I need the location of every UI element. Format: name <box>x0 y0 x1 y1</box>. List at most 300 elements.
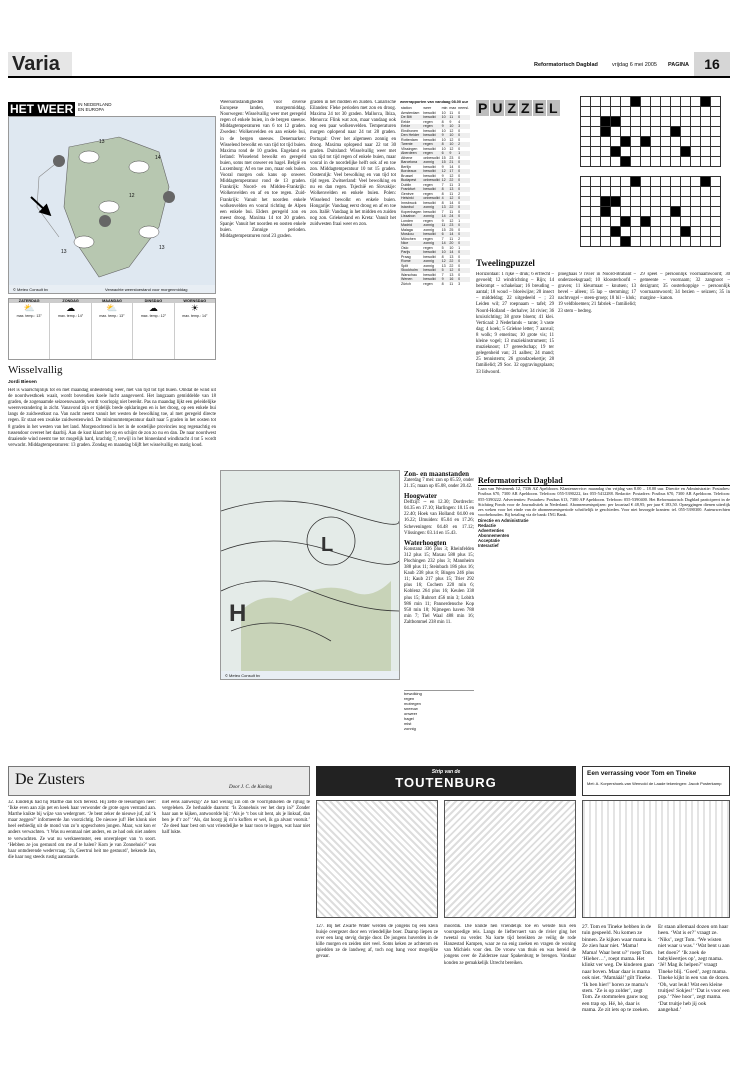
crossword-cell[interactable] <box>581 197 591 207</box>
crossword-cell[interactable] <box>641 97 651 107</box>
map-temp: 13 <box>99 139 105 145</box>
crossword-cell[interactable] <box>661 157 671 167</box>
crossword-cell[interactable] <box>631 147 641 157</box>
table-cell: 0 <box>458 137 461 142</box>
crossword-cell[interactable] <box>661 237 671 247</box>
cloud-icon: ☁ <box>148 303 158 313</box>
forecast-day <box>9 299 50 359</box>
toutenburg-col1: 127. Bij het Zwarte Water werden de jongens bij een klein huisje overgezet door een vriendelijke boer. Daarop liepen ze over een lang stevig dorpje door. De jongens huverden in de kille morgen en zeiden niet veel. Soms keken ze achterom en spiedden ze de landweg af, toch nog bang voor mogelijke gevaar. <box>316 924 438 960</box>
crossword-cell[interactable] <box>641 137 651 147</box>
table-cell: 23 <box>449 155 454 160</box>
crossword-cell[interactable] <box>681 197 691 207</box>
crossword-cell[interactable] <box>631 117 641 127</box>
crossword-cell[interactable] <box>681 157 691 167</box>
crossword-cell[interactable] <box>601 197 611 207</box>
crossword-cell[interactable] <box>711 197 721 207</box>
crossword-cell[interactable] <box>641 157 651 167</box>
crossword-cell[interactable] <box>711 217 721 227</box>
crossword-cell[interactable] <box>621 137 631 147</box>
crossword-cell[interactable] <box>611 177 621 187</box>
crossword-cell[interactable] <box>591 197 601 207</box>
crossword-cell[interactable] <box>611 157 621 167</box>
crossword-cell[interactable] <box>661 227 671 237</box>
crossword-cell[interactable] <box>651 147 661 157</box>
crossword-cell[interactable] <box>611 97 621 107</box>
crossword-cell[interactable] <box>651 157 661 167</box>
crossword-cell[interactable] <box>681 187 691 197</box>
crossword-cell[interactable] <box>651 227 661 237</box>
crossword-cell[interactable] <box>601 157 611 167</box>
forecast-temp: max. temp.: 14° <box>182 314 208 318</box>
crossword-cell[interactable] <box>641 197 651 207</box>
legend-item: mist <box>404 721 412 726</box>
crossword-table[interactable] <box>580 96 721 167</box>
europe-pressure-map <box>220 470 400 680</box>
crossword-cell[interactable] <box>621 217 631 227</box>
crossword-cell[interactable] <box>691 177 701 187</box>
crossword-cell[interactable] <box>691 207 701 217</box>
crossword-cell[interactable] <box>621 187 631 197</box>
table-cell: 6 <box>441 151 444 155</box>
crossword-cell[interactable] <box>701 207 711 217</box>
crossword-grid-2[interactable] <box>580 176 721 247</box>
sun-moon-text: Zaterdag 7 mei: zon op 05.59, onder 21.15; maan op 05.08, onder 20.42. <box>404 478 474 490</box>
table-cell: 11 <box>441 223 446 227</box>
crossword-cell[interactable] <box>671 157 681 167</box>
crossword-cell[interactable] <box>611 237 621 247</box>
tom-col1: 27. Tom en Tineke hebben in de tuin gespeeld. Nu komen ze binnen. Ze kijken waar mama is. Ze zien haar niet. ‘Mama! Mama! Waar bent u?’ roept Tom. ‘Hieher…’, roept mama. Het klinkt ver weg. De kinderen gaan naar boven. Maar daar is mama ook niet. ‘Mamááá!’ gilt Tineke. ‘Ik ben hier!’ horen ze mama’s stem. ‘Ze is op zolder’, zegt Tom. Ze stommelen gauw nog een trap op. Hé, hè, daar is mama. Ze zit iets op te zoeken. <box>582 924 654 1014</box>
table-cell: 0 <box>458 232 461 236</box>
zusters-author: Door J. C. de Koning <box>229 785 273 790</box>
crossword-cell[interactable] <box>631 197 641 207</box>
table-cell: Brussel <box>401 173 413 178</box>
crossword-cell[interactable] <box>601 207 611 217</box>
crossword-cell[interactable] <box>591 137 601 147</box>
table-cell: 10 <box>441 137 446 142</box>
crossword-cell[interactable] <box>601 177 611 187</box>
table-cell: zonnig <box>423 214 434 218</box>
crossword-cell[interactable] <box>701 197 711 207</box>
puzzle-clues-2: ploeghaas 9 rivier in Noord-Brabant – onderzoeksgraad; 10 kloosterhoofd – graven; 11 kleurmaat – knutsen; 13 bevel – alleen; 15 lap – stemming; 17 nachtvogel – steen-groep; 18 bil – klok; 19 veldbloemen; 21 fabriek – familielid; 23 stem – bedreg. <box>558 272 636 314</box>
crossword-cell[interactable] <box>691 147 701 157</box>
crossword-cell[interactable] <box>611 117 621 127</box>
table-cell: Zürich <box>401 281 411 286</box>
crossword-cell[interactable] <box>661 217 671 227</box>
crossword-cell[interactable] <box>601 107 611 117</box>
table-cell: zonnig <box>423 259 434 263</box>
crossword-cell[interactable] <box>621 237 631 247</box>
crossword-cell[interactable] <box>671 227 681 237</box>
table-cell: Barcelona <box>401 160 418 164</box>
crossword-cell[interactable] <box>711 97 721 107</box>
crossword-cell[interactable] <box>711 177 721 187</box>
crossword-cell[interactable] <box>651 137 661 147</box>
crossword-cell[interactable] <box>711 227 721 237</box>
zusters-col2: niet eens aanwezig? Ze had weinig zin om de voorrijdskelen de rijtuig te vergeleken. Ze herhaalde daarom: ‘Is Zonnehuis ver het dorp in?’ Zonder haar aan te kijken, antwoordde hij: ‘Als je ‘t bos uit bent, als je linksaf, dan ben je d’r zo!’ ‘Als, dat hoorg jij m’n koffers er wel, ik ga alvast vooruit.’ ‘Ze deed haar best om wat vriendelijke te haar toon te leggen, wat haar niet half lukte. <box>162 800 310 836</box>
table-cell: bewolkt <box>423 277 436 281</box>
crossword-cell[interactable] <box>581 137 591 147</box>
crossword-cell[interactable] <box>691 157 701 167</box>
crossword-cell[interactable] <box>661 97 671 107</box>
crossword-cell[interactable] <box>651 97 661 107</box>
puzzle-logo-letter: U <box>492 100 503 116</box>
crossword-cell[interactable] <box>651 107 661 117</box>
crossword-cell[interactable] <box>661 177 671 187</box>
crossword-cell[interactable] <box>641 117 651 127</box>
crossword-cell[interactable] <box>681 127 691 137</box>
table-cell: 12 <box>449 128 454 133</box>
table-cell: 6 <box>441 232 444 236</box>
forecast-day-name: WOENSDAG <box>175 299 215 303</box>
table-cell: bewolkt <box>423 115 436 119</box>
crossword-cell[interactable] <box>591 147 601 157</box>
table-cell: München <box>401 236 416 241</box>
crossword-cell[interactable] <box>661 207 671 217</box>
crossword-cell[interactable] <box>611 147 621 157</box>
crossword-cell[interactable] <box>671 137 681 147</box>
crossword-cell[interactable] <box>581 117 591 127</box>
crossword-cell[interactable] <box>591 97 601 107</box>
crossword-cell[interactable] <box>671 97 681 107</box>
crossword-cell[interactable] <box>671 207 681 217</box>
table-cell: 0 <box>458 272 461 277</box>
crossword-cell[interactable] <box>601 147 611 157</box>
table-row <box>400 133 470 138</box>
table-cell: 0 <box>458 178 461 182</box>
crossword-cell[interactable] <box>661 187 671 197</box>
crossword-cell[interactable] <box>641 207 651 217</box>
crossword-cell[interactable] <box>581 177 591 187</box>
crossword-cell[interactable] <box>631 97 641 107</box>
crossword-cell[interactable] <box>681 217 691 227</box>
crossword-cell[interactable] <box>621 97 631 107</box>
crossword-cell[interactable] <box>661 147 671 157</box>
crossword-cell[interactable] <box>711 207 721 217</box>
table-cell: Split <box>401 263 408 268</box>
crossword-cell[interactable] <box>631 127 641 137</box>
tom-subtitle: Met: A. Korpershoek-van Wenvold de Laade tekeningen: Jacob Posterkamp <box>587 781 722 786</box>
table-cell: Eelde <box>401 119 411 124</box>
table-cell: 7 <box>441 209 444 214</box>
table-cell: 7 <box>441 236 444 241</box>
crossword-cell[interactable] <box>631 137 641 147</box>
crossword-cell[interactable] <box>641 107 651 117</box>
table-cell: 10 <box>441 146 446 151</box>
crossword-cell[interactable] <box>601 237 611 247</box>
crossword-cell[interactable] <box>691 217 701 227</box>
crossword-cell[interactable] <box>671 217 681 227</box>
table-cell: 0 <box>458 110 461 115</box>
crossword-cell[interactable] <box>671 197 681 207</box>
crossword-cell[interactable] <box>621 207 631 217</box>
svg-text:L: L <box>321 534 334 556</box>
table-cell: 4 <box>458 119 461 124</box>
crossword-cell[interactable] <box>651 187 661 197</box>
crossword-cell[interactable] <box>621 177 631 187</box>
crossword-cell[interactable] <box>591 237 601 247</box>
crossword-cell[interactable] <box>691 117 701 127</box>
crossword-cell[interactable] <box>611 217 621 227</box>
crossword-cell[interactable] <box>621 147 631 157</box>
table-cell: De Bilt <box>401 115 412 119</box>
crossword-cell[interactable] <box>711 127 721 137</box>
table-cell: zonnig <box>423 263 434 268</box>
crossword-cell[interactable] <box>641 177 651 187</box>
crossword-cell[interactable] <box>601 227 611 237</box>
puzzle-title: Tweelingpuzzel <box>476 258 535 268</box>
crossword-cell[interactable] <box>631 237 641 247</box>
crossword-cell[interactable] <box>691 187 701 197</box>
crossword-cell[interactable] <box>701 147 711 157</box>
table-cell: 11 <box>449 115 454 119</box>
crossword-cell[interactable] <box>681 117 691 127</box>
crossword-cell[interactable] <box>661 117 671 127</box>
crossword-cell[interactable] <box>651 207 661 217</box>
crossword-cell[interactable] <box>591 217 601 227</box>
crossword-cell[interactable] <box>621 127 631 137</box>
crossword-cell[interactable] <box>671 237 681 247</box>
crossword-grid-1[interactable] <box>580 96 721 167</box>
crossword-cell[interactable] <box>651 217 661 227</box>
crossword-cell[interactable] <box>651 117 661 127</box>
crossword-cell[interactable] <box>701 107 711 117</box>
crossword-cell[interactable] <box>701 97 711 107</box>
crossword-cell[interactable] <box>601 137 611 147</box>
crossword-cell[interactable] <box>701 217 711 227</box>
crossword-cell[interactable] <box>681 237 691 247</box>
table-cell: 0 <box>458 241 461 245</box>
water-levels-text: Konstanz 336 plus 3; Rheinfelden 312 plus 15; Maxau 588 plus 15; Plochingen 232 plus 3; Mannheim 388 plus 11; Steinbach 186 plus 16; Kaub 238 plus 8; Bingen 246 plus 11; Kaub 217 plus 15; Trier 292 plus 16; Cochem 220 min 6; Koblenz 264 plus 16; Keulen 338 plus 15; Ruhrort 456 min 3; Lobith 986 min 11; Pannerdensche Kop 950 min 18; Nijmegen haven 788 min 7; Tiel Waal 488 min 16; Zaltbommel 238 min 11. <box>404 546 474 625</box>
crossword-cell[interactable] <box>671 147 681 157</box>
crossword-cell[interactable] <box>581 107 591 117</box>
table-cell: 0 <box>458 187 461 191</box>
crossword-cell[interactable] <box>611 207 621 217</box>
crossword-cell[interactable] <box>581 237 591 247</box>
map-credit: © Meteo Consult bv <box>225 673 261 678</box>
crossword-cell[interactable] <box>701 137 711 147</box>
table-cell: 10 <box>449 245 454 250</box>
crossword-cell[interactable] <box>651 237 661 247</box>
crossword-cell[interactable] <box>691 97 701 107</box>
crossword-cell[interactable] <box>591 107 601 117</box>
crossword-cell[interactable] <box>641 187 651 197</box>
table-cell: bewolkt <box>423 254 436 259</box>
crossword-cell[interactable] <box>661 127 671 137</box>
tom-illustration <box>582 800 730 918</box>
crossword-cell[interactable] <box>581 207 591 217</box>
crossword-cell[interactable] <box>701 187 711 197</box>
crossword-cell[interactable] <box>601 127 611 137</box>
crossword-cell[interactable] <box>701 117 711 127</box>
crossword-cell[interactable] <box>621 157 631 167</box>
table-cell: regen <box>423 245 433 250</box>
crossword-cell[interactable] <box>711 137 721 147</box>
crossword-cell[interactable] <box>711 157 721 167</box>
table-cell: 9 <box>441 173 444 178</box>
weather-table-title: weerrapporten van vandaag 08.00 uur <box>400 100 469 104</box>
table-cell: 13 <box>449 254 454 259</box>
crossword-cell[interactable] <box>701 177 711 187</box>
table-cell: 9 <box>441 124 444 128</box>
table-row <box>400 277 470 282</box>
crossword-cell[interactable] <box>661 197 671 207</box>
table-cell: regen <box>423 182 433 187</box>
crossword-cell[interactable] <box>711 187 721 197</box>
crossword-cell[interactable] <box>641 237 651 247</box>
crossword-cell[interactable] <box>691 137 701 147</box>
crossword-cell[interactable] <box>671 127 681 137</box>
crossword-cell[interactable] <box>591 207 601 217</box>
crossword-cell[interactable] <box>711 147 721 157</box>
crossword-cell[interactable] <box>631 187 641 197</box>
crossword-cell[interactable] <box>691 107 701 117</box>
crossword-cell[interactable] <box>601 97 611 107</box>
legend-item: hagel <box>404 716 414 721</box>
table-cell: 0 <box>458 169 461 173</box>
table-cell: 11 <box>449 110 454 115</box>
crossword-cell[interactable] <box>581 187 591 197</box>
crossword-cell[interactable] <box>631 177 641 187</box>
crossword-cell[interactable] <box>641 227 651 237</box>
crossword-cell[interactable] <box>621 107 631 117</box>
crossword-cell[interactable] <box>711 237 721 247</box>
crossword-cell[interactable] <box>601 117 611 127</box>
crossword-cell[interactable] <box>671 177 681 187</box>
table-cell: Moskou <box>401 232 414 236</box>
table-cell: bewolkt <box>423 164 436 169</box>
crossword-cell[interactable] <box>681 207 691 217</box>
table-cell: Nice <box>401 241 409 245</box>
crossword-cell[interactable] <box>591 157 601 167</box>
crossword-cell[interactable] <box>591 177 601 187</box>
table-cell: bewolkt <box>423 169 436 173</box>
crossword-cell[interactable] <box>641 217 651 227</box>
crossword-cell[interactable] <box>611 137 621 147</box>
crossword-cell[interactable] <box>581 147 591 157</box>
crossword-cell[interactable] <box>641 127 651 137</box>
crossword-cell[interactable] <box>591 127 601 137</box>
crossword-cell[interactable] <box>611 187 621 197</box>
crossword-cell[interactable] <box>701 227 711 237</box>
legend-item: onweer <box>404 711 418 716</box>
table-cell: 23 <box>449 223 454 227</box>
table-cell: 10 <box>449 142 454 146</box>
table-cell: regen <box>423 142 433 146</box>
table-cell: Aberdeen <box>401 151 417 155</box>
crossword-cell[interactable] <box>591 187 601 197</box>
zusters-title: De Zusters <box>15 771 85 788</box>
crossword-cell[interactable] <box>681 227 691 237</box>
crossword-cell[interactable] <box>701 127 711 137</box>
crossword-cell[interactable] <box>711 117 721 127</box>
crossword-cell[interactable] <box>681 177 691 187</box>
puzzle-logo-letter: E <box>534 100 544 116</box>
crossword-cell[interactable] <box>591 227 601 237</box>
crossword-cell[interactable] <box>651 127 661 137</box>
table-cell: 14 <box>449 200 454 205</box>
crossword-cell[interactable] <box>631 107 641 117</box>
crossword-cell[interactable] <box>631 157 641 167</box>
legend-item: bewolking <box>404 691 422 696</box>
svg-text:H: H <box>229 600 247 627</box>
sea-section <box>404 470 474 690</box>
zusters-banner <box>8 766 310 796</box>
crossword-cell[interactable] <box>611 127 621 137</box>
table-cell: Praag <box>401 254 411 259</box>
crossword-cell[interactable] <box>621 197 631 207</box>
crossword-cell[interactable] <box>671 107 681 117</box>
crossword-cell[interactable] <box>601 187 611 197</box>
section-title: Varia <box>8 52 72 76</box>
table-cell: 0 <box>458 259 461 263</box>
table-cell: Budapest <box>401 178 417 182</box>
crossword-cell[interactable] <box>691 227 701 237</box>
table-cell: 12 <box>449 173 454 178</box>
weather-logo <box>8 100 216 114</box>
weather-table <box>400 106 470 286</box>
crossword-cell[interactable] <box>641 147 651 157</box>
crossword-cell[interactable] <box>581 97 591 107</box>
table-cell: 12 <box>449 218 454 223</box>
colophon-subhead: Directie en Administratie <box>478 517 529 523</box>
table-cell: 11 <box>449 236 454 241</box>
crossword-cell[interactable] <box>691 197 701 207</box>
crossword-cell[interactable] <box>701 157 711 167</box>
crossword-cell[interactable] <box>701 237 711 247</box>
forecast-day <box>92 299 133 359</box>
crossword-cell[interactable] <box>611 107 621 117</box>
crossword-cell[interactable] <box>651 177 661 187</box>
crossword-cell[interactable] <box>611 227 621 237</box>
crossword-cell[interactable] <box>661 137 671 147</box>
crossword-cell[interactable] <box>631 207 641 217</box>
forecast-temp: max. temp.: 13° <box>16 314 42 318</box>
crossword-cell[interactable] <box>621 117 631 127</box>
table-cell: 0 <box>458 227 461 232</box>
crossword-cell[interactable] <box>681 147 691 157</box>
crossword-cell[interactable] <box>581 157 591 167</box>
table-cell: 0 <box>458 223 461 227</box>
table-cell: 5 <box>441 245 444 250</box>
crossword-table[interactable] <box>580 176 721 247</box>
crossword-cell[interactable] <box>661 107 671 117</box>
crossword-cell[interactable] <box>651 197 661 207</box>
crossword-cell[interactable] <box>581 217 591 227</box>
crossword-cell[interactable] <box>671 187 681 197</box>
table-cell: zonnig <box>423 223 434 227</box>
crossword-cell[interactable] <box>581 127 591 137</box>
table-cell: Kopenhagen <box>401 209 422 214</box>
crossword-cell[interactable] <box>611 197 621 207</box>
crossword-cell[interactable] <box>681 97 691 107</box>
crossword-cell[interactable] <box>681 107 691 117</box>
crossword-cell[interactable] <box>581 227 591 237</box>
crossword-cell[interactable] <box>621 227 631 237</box>
table-cell: Innsbruck <box>401 200 417 205</box>
table-cell: onbewolkt <box>423 196 440 200</box>
crossword-cell[interactable] <box>601 217 611 227</box>
table-cell: 3 <box>458 182 461 187</box>
table-cell: 0 <box>458 155 461 160</box>
crossword-cell[interactable] <box>691 237 701 247</box>
crossword-cell[interactable] <box>631 227 641 237</box>
crossword-cell[interactable] <box>681 137 691 147</box>
crossword-cell[interactable] <box>711 107 721 117</box>
crossword-cell[interactable] <box>631 217 641 227</box>
crossword-cell[interactable] <box>591 117 601 127</box>
crossword-cell[interactable] <box>691 127 701 137</box>
crossword-cell[interactable] <box>671 117 681 127</box>
